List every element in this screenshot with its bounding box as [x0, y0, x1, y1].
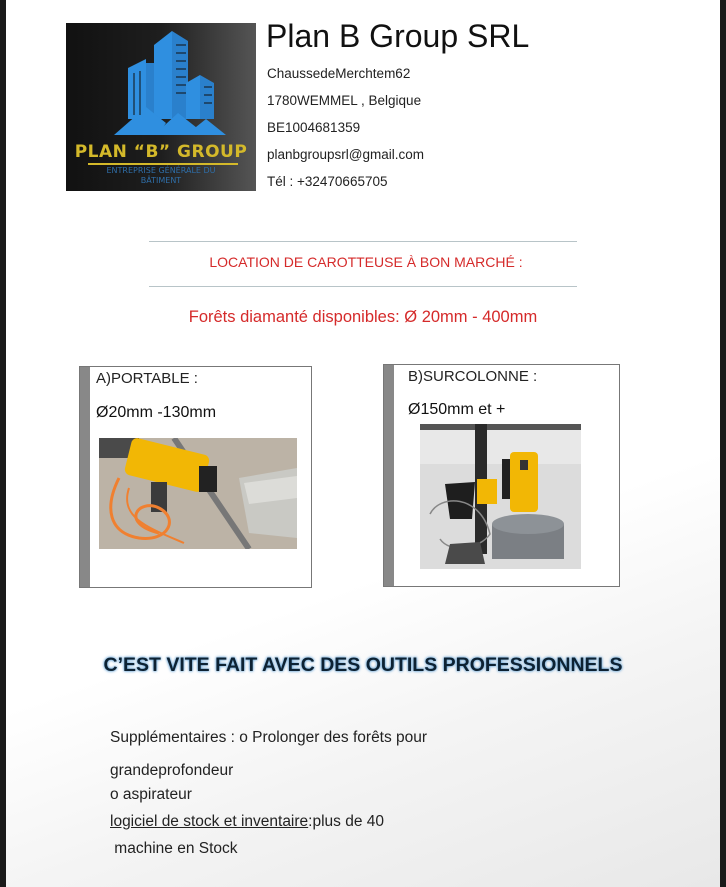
- location-heading: LOCATION DE CAROTTEUSE À BON MARCHÉ :: [209, 254, 523, 270]
- extras-line3: o aspirateur: [110, 786, 192, 803]
- card-accent-bar: [80, 367, 90, 587]
- card-range: Ø150mm et +: [408, 401, 506, 418]
- card-accent-bar: [384, 365, 394, 586]
- extras-line4: [110, 813, 384, 831]
- company-vat: BE1004681359: [267, 120, 361, 135]
- company-phone[interactable]: Tél : +32470665705: [267, 174, 388, 189]
- logo-subtitle-line1: ENTREPRISE GÉNÉRALE DU: [106, 166, 216, 175]
- slogan: C’EST VITE FAIT AVEC DES OUTILS PROFESSIONNELS: [103, 654, 623, 676]
- card-title: B)SURCOLONNE :: [408, 368, 538, 385]
- card-portable: [79, 366, 312, 588]
- company-city: 1780WEMMEL , Belgique: [267, 93, 422, 108]
- extras-line4-rest: :plus de 40: [308, 813, 385, 830]
- company-email[interactable]: planbgroupsrl@gmail.com: [267, 147, 425, 162]
- divider-top: [149, 241, 577, 242]
- divider-bottom: [149, 286, 577, 287]
- company-street: ChaussedeMerchtem62: [267, 66, 411, 81]
- company-logo: [66, 23, 256, 191]
- logo-subtitle-line2: BÂTIMENT: [140, 176, 182, 185]
- extras-line5: machine en Stock: [110, 840, 238, 857]
- logo-title: PLAN “B” GROUP: [74, 142, 248, 162]
- card-title: A)PORTABLE :: [96, 370, 198, 387]
- portable-core-drill-photo: [99, 438, 297, 549]
- logo-underline: [88, 163, 238, 165]
- logo-subtitle: [66, 166, 256, 186]
- flyer-page: [6, 0, 720, 887]
- extras-line1: Supplémentaires : o Prolonger des forêts pour: [110, 729, 428, 746]
- card-surcolonne: [383, 364, 620, 587]
- extras-line2: grandeprofondeur: [110, 762, 234, 779]
- stand-core-drill-photo: [420, 424, 581, 569]
- card-range: Ø20mm -130mm: [96, 404, 217, 421]
- company-name: Plan B Group SRL: [266, 18, 530, 54]
- forets-availability: Forêts diamanté disponibles: Ø 20mm - 400mm: [188, 308, 538, 326]
- right-edge-bar: [720, 0, 726, 887]
- stock-software-link[interactable]: logiciel de stock et inventaire: [110, 813, 309, 830]
- buildings-icon: [66, 23, 256, 143]
